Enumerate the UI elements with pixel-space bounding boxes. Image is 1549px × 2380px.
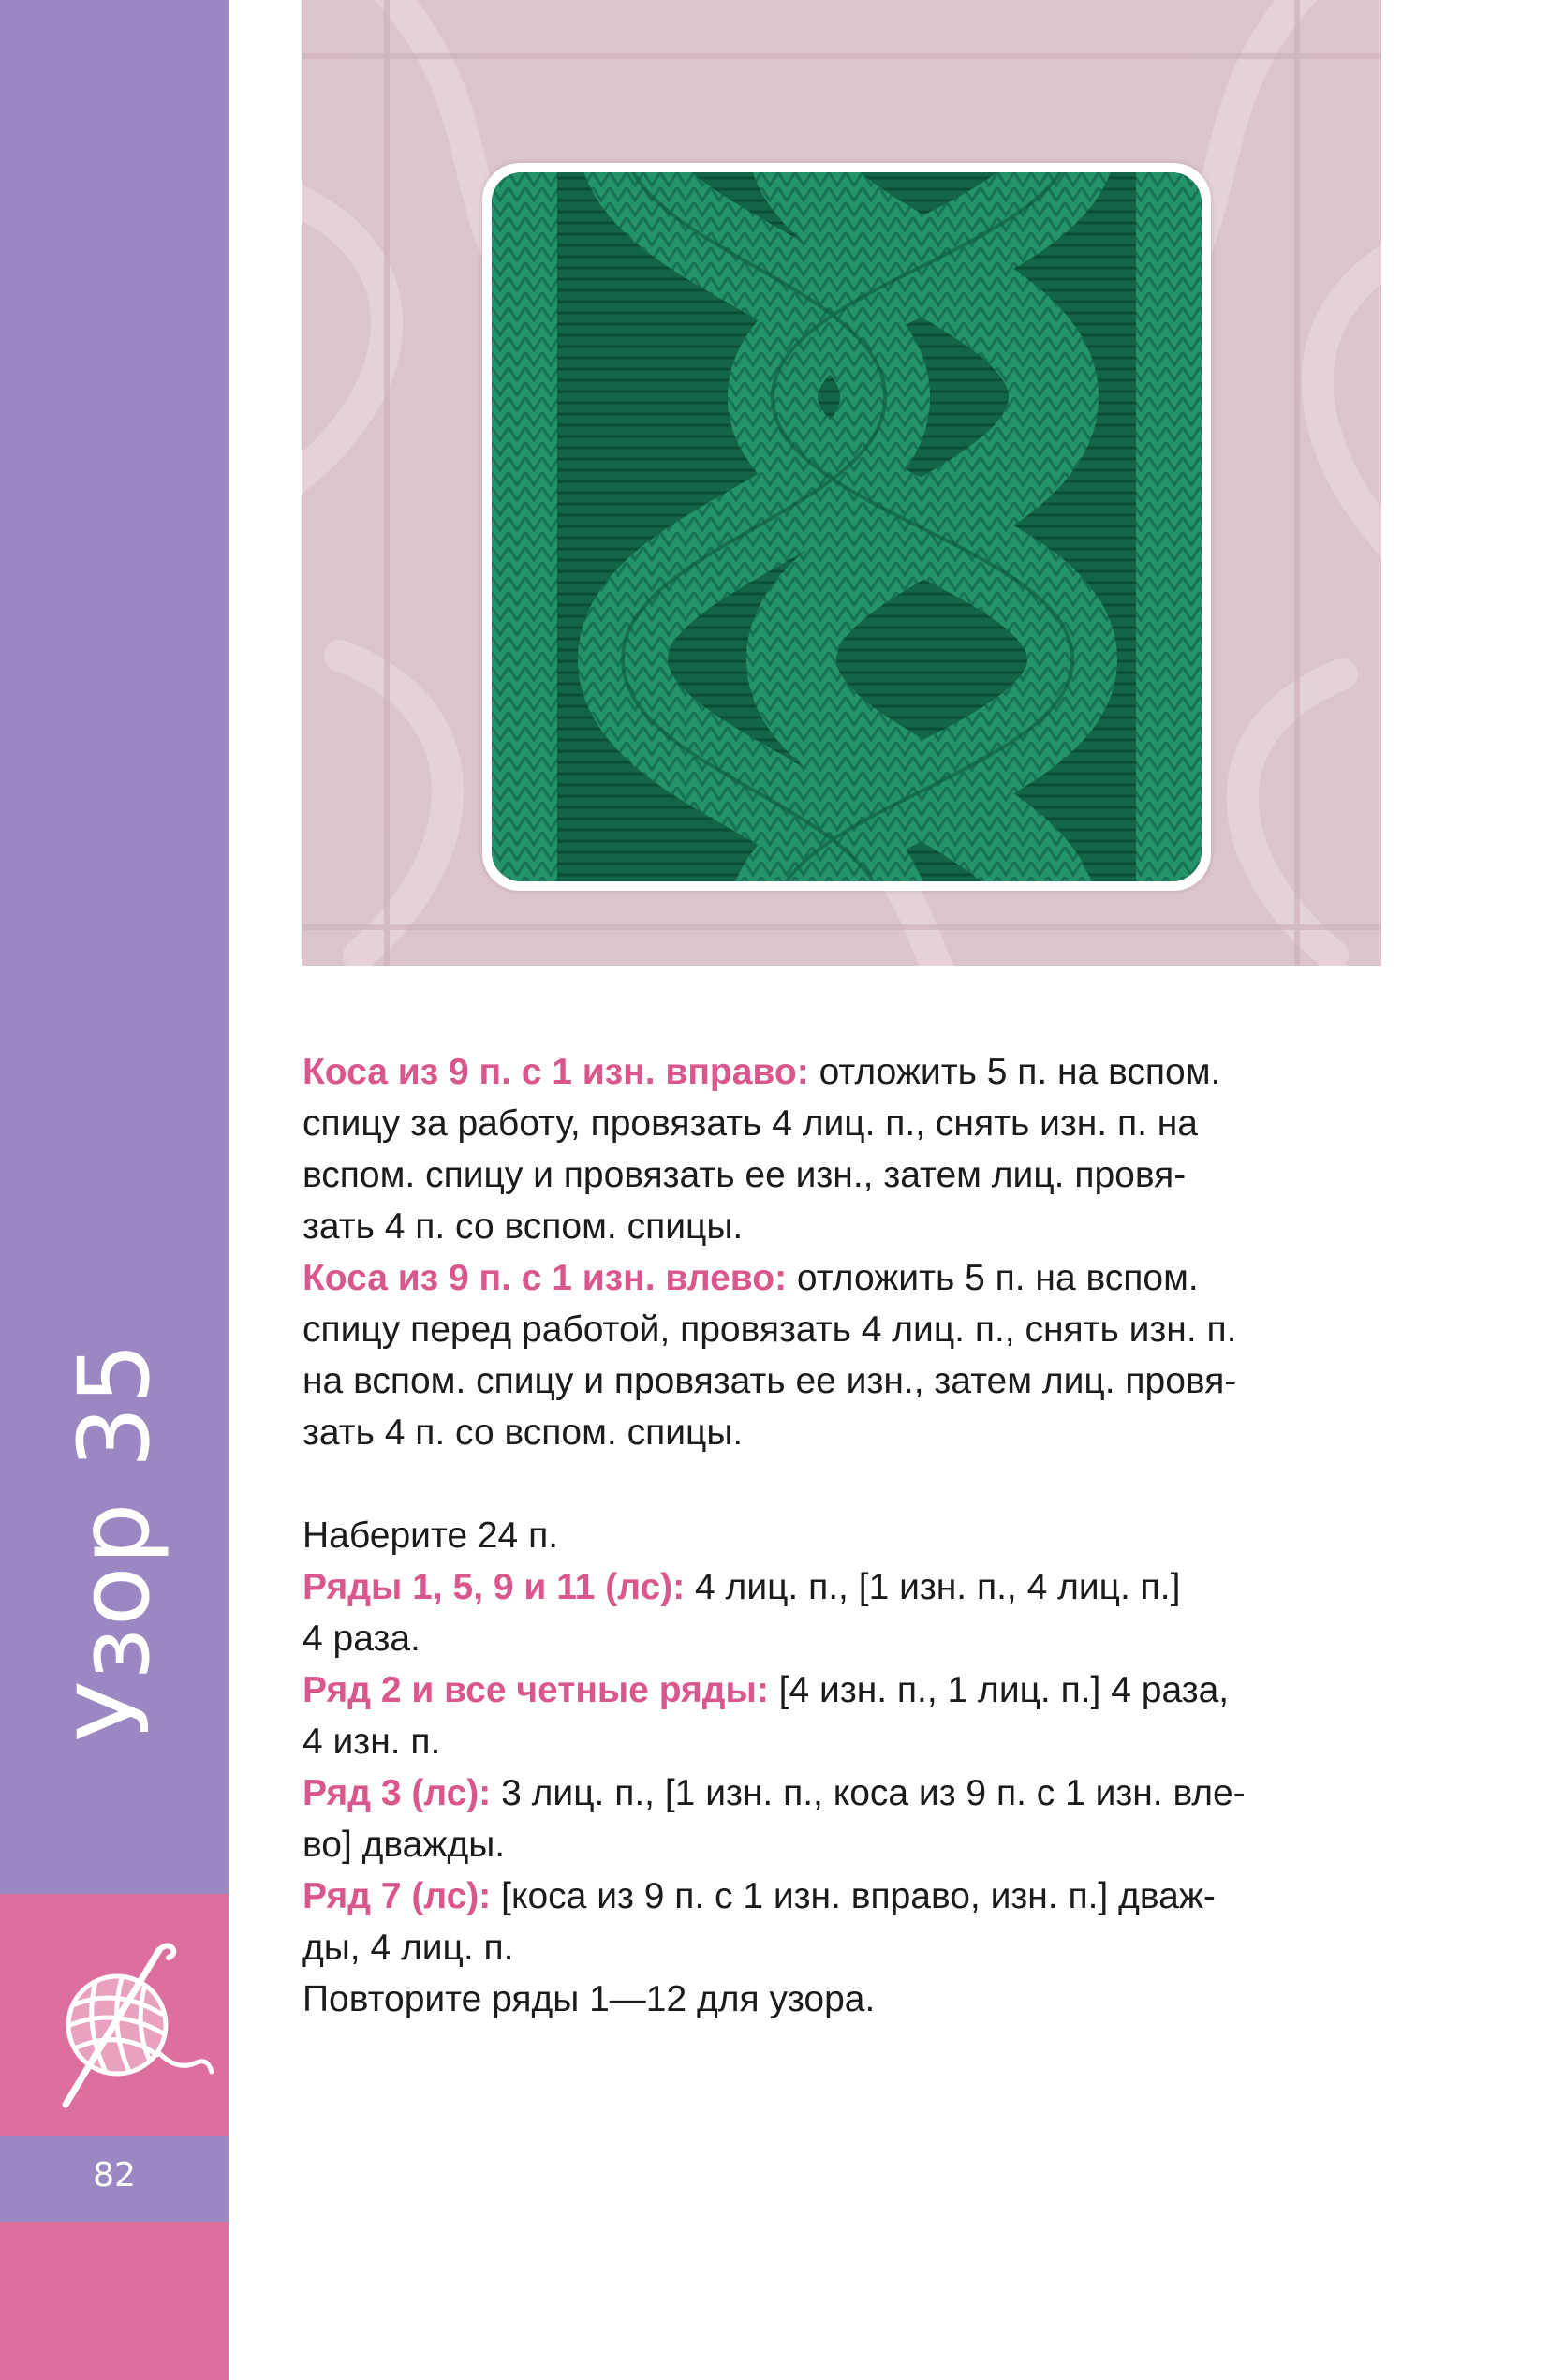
row-line: во] дважды. [302,1825,506,1865]
definition-right-cable [302,1046,1381,1252]
sidebar-footer-band [0,2222,229,2380]
row-text: [коса из 9 п. с 1 изн. вправо, изн. п.] дваж- [501,1876,1216,1916]
row-line [302,1664,1381,1716]
row-line: ды, 4 лиц. п. [302,1928,514,1968]
row-line [302,1870,1381,1922]
row-instruction [302,1664,1381,1767]
definition-line: зать 4 п. со вспом. спицы. [302,1206,744,1247]
row-label: Ряды 1, 5, 9 и 11 (лс): [302,1567,686,1607]
pattern-title: Узор 35 [57,1340,171,1741]
page-number: 82 [93,2156,136,2195]
row-line [302,1767,1381,1819]
definition-term: Коса из 9 п. с 1 изн. вправо: [302,1052,809,1092]
yarn-ball-with-crochet-hook-icon [47,1931,215,2119]
row-line [302,1561,1381,1613]
row-label: Ряд 2 и все четные ряды: [302,1670,769,1710]
definition-line: вспом. спицу и провязать ее изн., затем лиц. провя- [302,1155,1187,1195]
sidebar [0,0,229,2380]
definition-line: зать 4 п. со вспом. спицы. [302,1412,744,1453]
row-text: 3 лиц. п., [1 изн. п., коса из 9 п. с 1 изн. вле- [501,1773,1246,1813]
row-text: [4 изн. п., 1 лиц. п.] 4 раза, [778,1670,1230,1710]
row-line: 4 изн. п. [302,1722,441,1762]
definition-line: спицу за работу, провязать 4 лиц. п., снять изн. п. на [302,1103,1198,1144]
cast-on-instruction: Наберите 24 п. [302,1515,559,1556]
row-line: 4 раза. [302,1619,420,1659]
pattern-instructions [302,1046,1381,2025]
definition-text: отложить 5 п. на вспом. [819,1052,1221,1092]
knitted-swatch-frame [482,163,1211,891]
definition-left-cable [302,1252,1381,1458]
row-label: Ряд 3 (лс): [302,1773,492,1813]
row-instruction [302,1767,1381,1870]
definition-line [302,1046,1381,1098]
row-text: 4 лиц. п., [1 изн. п., 4 лиц. п.] [695,1567,1181,1607]
definition-line: спицу перед работой, провязать 4 лиц. п., снять изн. п. [302,1309,1237,1350]
definition-line: на вспом. спицу и провязать ее изн., затем лиц. провя- [302,1361,1237,1401]
definition-term: Коса из 9 п. с 1 изн. влево: [302,1258,788,1298]
repeat-instruction: Повторите ряды 1—12 для узора. [302,1979,876,2019]
green-cable-knit-swatch [492,172,1202,881]
row-label: Ряд 7 (лс): [302,1876,492,1916]
knitting-photo [302,0,1381,966]
row-instruction [302,1870,1381,1973]
row-instruction [302,1561,1381,1664]
definition-text: отложить 5 п. на вспом. [796,1258,1199,1298]
definition-line [302,1252,1381,1304]
